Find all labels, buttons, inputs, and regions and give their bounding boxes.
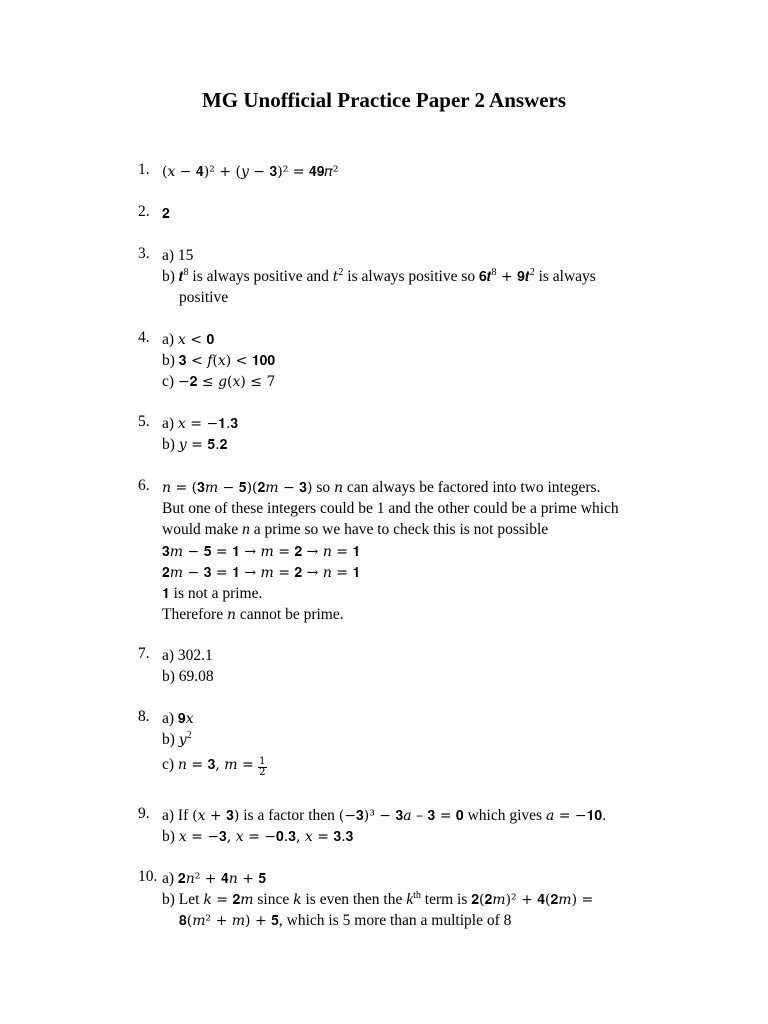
math-expression: (𝑥 + 𝟑) (192, 808, 240, 824)
text: a) If (162, 807, 193, 824)
math-expression: 𝟑 < 𝑓(𝑥) < 𝟏𝟎𝟎 (178, 353, 276, 370)
exponent: 2 (338, 267, 344, 279)
answer-3a: a) 15 (162, 247, 194, 264)
math-expression: (−𝟑)³ − 𝟑𝑎 – 𝟑 = 𝟎 (338, 808, 464, 824)
answer-number: 10. (138, 868, 158, 885)
text: is even then the (301, 891, 407, 909)
answer-10b-continued (162, 910, 698, 931)
text: is always positive and (188, 268, 333, 286)
answer-number: 2. (138, 203, 150, 220)
answer-number: 4. (138, 329, 150, 346)
text: Therefore (162, 606, 227, 624)
answer-8c (162, 754, 698, 779)
math-t: 𝒕 (178, 269, 184, 286)
math-n: 𝑛 (226, 607, 236, 624)
part-label: a) (162, 710, 178, 727)
answer-number: 3. (138, 245, 150, 262)
part-label: a) (162, 331, 178, 348)
text: so (312, 479, 334, 496)
text: which gives (463, 807, 546, 824)
answer-6-line-6 (162, 583, 698, 604)
math-expression: 𝑦 (178, 732, 187, 749)
answer-6-line-2: But one of these integers could be 1 and the other could be a prime which (162, 500, 619, 518)
answer-3b-continued: positive (179, 289, 229, 307)
answer-number: 8. (138, 708, 150, 725)
math-expression: + 𝟗𝒕 (496, 269, 530, 286)
part-label: a) (162, 870, 178, 887)
math-expression: 𝟏 (162, 585, 170, 602)
math-t: 𝑡 (332, 269, 339, 286)
math-expression: 𝑘 (293, 892, 302, 909)
text: is a factor then (239, 807, 339, 824)
answer-7a: a) 302.1 (162, 647, 213, 664)
answer-10b (162, 889, 698, 910)
answer-number: 5. (138, 413, 150, 430)
text: . (602, 807, 607, 824)
math-expression: 𝑎 = −𝟏𝟎 (545, 808, 603, 824)
text: would make (162, 521, 243, 539)
part-label: b) (162, 352, 179, 370)
answer-8b (162, 729, 698, 750)
text: is always (534, 268, 596, 286)
math-expression: 𝟖(𝑚² + 𝑚) + 𝟓 (179, 913, 279, 930)
italic-k: k (406, 891, 414, 909)
answer-number: 6. (138, 477, 150, 494)
answer-4b (162, 350, 698, 371)
superscript-th: th (413, 890, 421, 902)
text: , which is 5 more than a multiple of 8 (278, 912, 512, 930)
math-expression: 𝑛 = (𝟑𝑚 − 𝟓)(𝟐𝑚 − 𝟑) (162, 480, 313, 496)
math-expression: 𝑥 < 𝟎 (177, 332, 215, 348)
part-label: b) (162, 828, 179, 846)
answer-9a (162, 805, 698, 826)
answer-5a (162, 413, 698, 434)
part-label: b) (162, 731, 179, 749)
answer-1-equation: (𝑥 − 𝟒)² + (𝑦 − 𝟑)² = 𝟒𝟗𝜋² (162, 164, 339, 180)
answer-9b (162, 826, 698, 847)
math-expression: 𝑛 = 𝟑, 𝑚 = (177, 757, 259, 774)
part-label: b) (162, 436, 179, 454)
math-n: 𝑛 (334, 480, 344, 496)
math-expression: 𝑦 = 𝟓.𝟐 (178, 437, 228, 454)
answer-7b: b) 69.08 (162, 668, 214, 686)
text: term is (420, 891, 472, 909)
fraction (258, 757, 266, 778)
part-label: c) (162, 373, 178, 391)
math-expression: 𝑥 = −𝟏.𝟑 (177, 416, 239, 432)
exponent: 8 (491, 267, 497, 279)
exponent: 2 (529, 267, 535, 279)
math-expression: 𝑥 = −𝟑, 𝑥 = −𝟎.𝟑, 𝑥 = 𝟑.𝟑 (178, 829, 354, 846)
italic-n: n (242, 521, 250, 539)
answer-6-line-5 (162, 562, 698, 583)
answer-2-value: 𝟐 (162, 206, 170, 222)
text: b) Let (162, 891, 204, 909)
math-expression: 𝟗𝑥 (177, 711, 194, 727)
text: can always be factored into two integers. (343, 479, 601, 496)
math-expression: 𝟔𝒕 (479, 269, 492, 286)
answer-6-line-1 (162, 477, 698, 498)
answer-5b (162, 434, 698, 455)
part-label: b) (162, 268, 175, 286)
answer-8a (162, 708, 698, 729)
fraction-numerator: 1 (259, 756, 266, 768)
answer-3b (162, 266, 698, 287)
text: cannot be prime. (236, 606, 344, 624)
math-expression: 𝟐𝑛² + 𝟒𝑛 + 𝟓 (177, 871, 267, 887)
math-expression: 𝟐𝑚 − 𝟑 = 𝟏 → 𝑚 = 𝟐 → 𝑛 = 𝟏 (162, 564, 361, 581)
text: a prime so we have to check this is not possible (249, 521, 549, 539)
answer-10a (162, 868, 698, 889)
text: is always positive so (343, 268, 480, 286)
text: is not a prime. (169, 584, 263, 602)
answer-6-line-3 (162, 519, 698, 540)
page-title: MG Unofficial Practice Paper 2 Answers (201, 88, 567, 112)
part-label: c) (162, 756, 178, 774)
answer-4c (162, 371, 698, 392)
fraction-denominator: 2 (259, 767, 266, 779)
math-expression: −𝟐 ≤ 𝑔(𝑥) ≤ 7 (177, 374, 276, 391)
text: since (253, 891, 294, 909)
answer-6-line-4 (162, 541, 698, 562)
answer-number: 9. (138, 805, 150, 822)
exponent: 2 (186, 730, 192, 742)
answer-number: 1. (138, 161, 150, 178)
answer-number: 7. (138, 645, 150, 662)
math-expression: 𝟑𝑚 − 𝟓 = 𝟏 → 𝑚 = 𝟐 → 𝑛 = 𝟏 (162, 543, 361, 560)
answer-6-line-7 (162, 604, 698, 625)
exponent: 8 (183, 267, 189, 279)
answer-4a (162, 329, 698, 350)
math-expression: 𝟐(𝟐𝑚)² + 𝟒(𝟐𝑚) = (471, 892, 594, 909)
part-label: a) (162, 415, 178, 432)
math-expression: 𝑘 = 𝟐𝑚 (203, 892, 254, 909)
